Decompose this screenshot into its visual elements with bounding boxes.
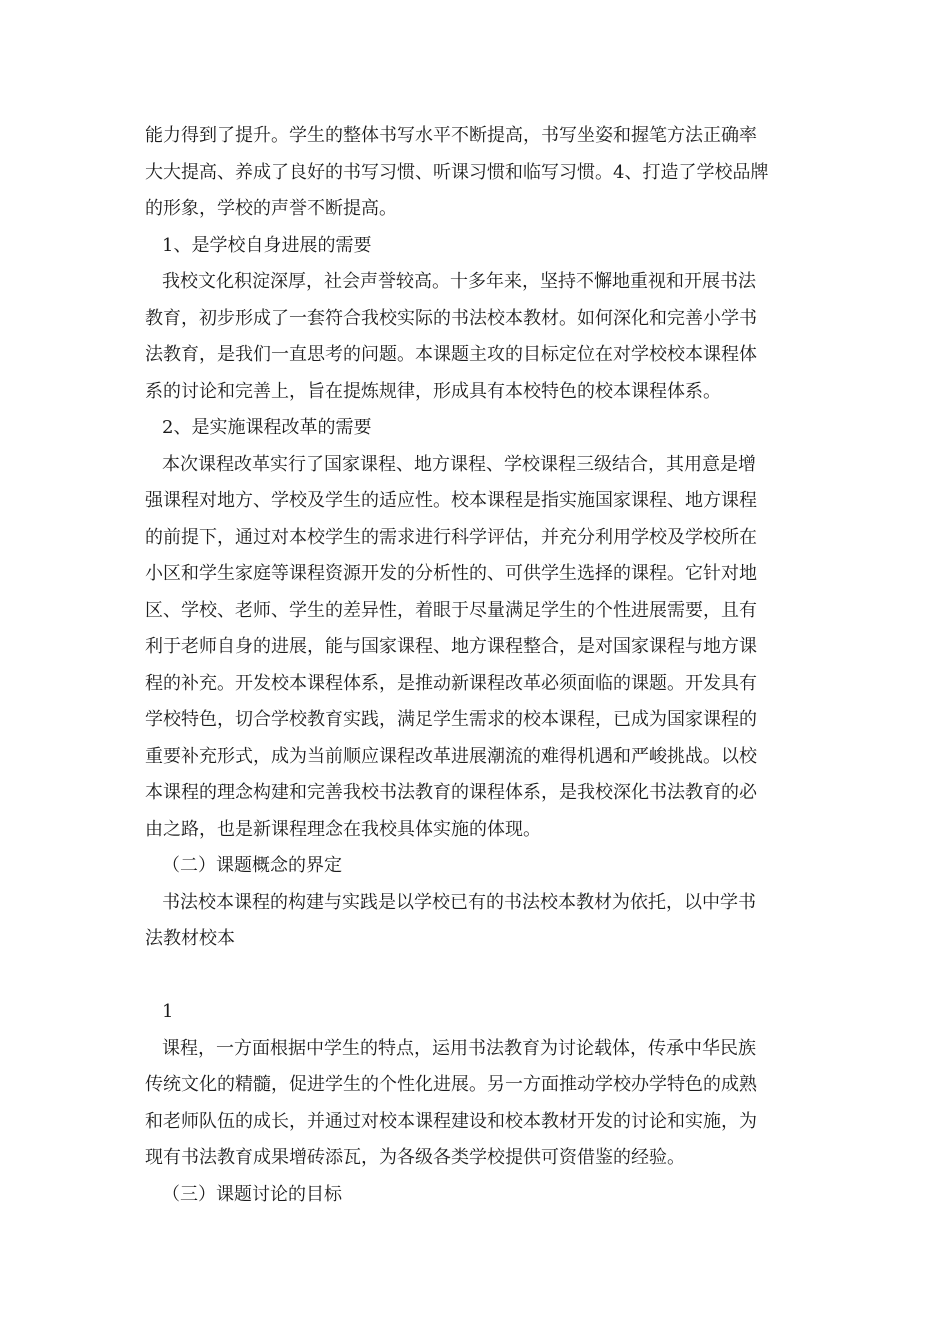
text-line: 教育，初步形成了一套符合我校实际的书法校本教材。如何深化和完善小学书 [145,308,757,329]
text-line: 的前提下，通过对本校学生的需求进行科学评估，并充分利用学校及学校所在 [145,527,757,548]
text-line: 我校文化积淀深厚，社会声誉较高。十多年来，坚持不懈地重视和开展书法 [162,271,756,292]
text-line: 课程，一方面根据中学生的特点，运用书法教育为讨论载体，传承中华民族 [162,1038,756,1059]
text-line: 和老师队伍的成长，并通过对校本课程建设和校本教材开发的讨论和实施，为 [145,1111,757,1132]
text-line: 强课程对地方、学校及学生的适应性。校本课程是指实施国家课程、地方课程 [145,490,757,511]
section-heading: 2、是实施课程改革的需要 [162,417,372,438]
text-line: 程的补充。开发校本课程体系，是推动新课程改革必须面临的课题。开发具有 [145,673,757,694]
text-line: 区、学校、老师、学生的差异性，着眼于尽量满足学生的个性进展需要，且有 [145,600,757,621]
text-line: 能力得到了提升。学生的整体书写水平不断提高，书写坐姿和握笔方法正确率 [145,125,757,146]
text-line: 利于老师自身的进展，能与国家课程、地方课程整合，是对国家课程与地方课 [145,636,757,657]
text-line: 法教材校本 [145,928,235,949]
section-heading: （二）课题概念的界定 [162,855,342,876]
text-line: 本课程的理念构建和完善我校书法教育的课程体系，是我校深化书法教育的必 [145,782,757,803]
text-line: 现有书法教育成果增砖添瓦，为各级各类学校提供可资借鉴的经验。 [145,1147,685,1168]
text-line: 传统文化的精髓，促进学生的个性化进展。另一方面推动学校办学特色的成熟 [145,1074,757,1095]
text-line: 本次课程改革实行了国家课程、地方课程、学校课程三级结合，其用意是增 [162,454,756,475]
text-line: 小区和学生家庭等课程资源开发的分析性的、可供学生选择的课程。它针对地 [145,563,757,584]
text-line: 书法校本课程的构建与实践是以学校已有的书法校本教材为依托，以中学书 [162,892,756,913]
text-line: 学校特色，切合学校教育实践，满足学生需求的校本课程，已成为国家课程的 [145,709,757,730]
text-line: 由之路，也是新课程理念在我校具体实施的体现。 [145,819,541,840]
text-line: 系的讨论和完善上，旨在提炼规律，形成具有本校特色的校本课程体系。 [145,381,721,402]
text-line: 的形象，学校的声誉不断提高。 [145,198,397,219]
page-number: 1 [162,1001,174,1022]
section-heading: 1、是学校自身进展的需要 [162,235,372,256]
text-line: 大大提高、养成了良好的书写习惯、听课习惯和临写习惯。4、打造了学校品牌 [145,162,769,183]
section-heading: （三）课题讨论的目标 [162,1184,342,1205]
text-line: 法教育，是我们一直思考的问题。本课题主攻的目标定位在对学校校本课程体 [145,344,757,365]
text-line: 重要补充形式，成为当前顺应课程改革进展潮流的难得机遇和严峻挑战。以校 [145,746,757,767]
